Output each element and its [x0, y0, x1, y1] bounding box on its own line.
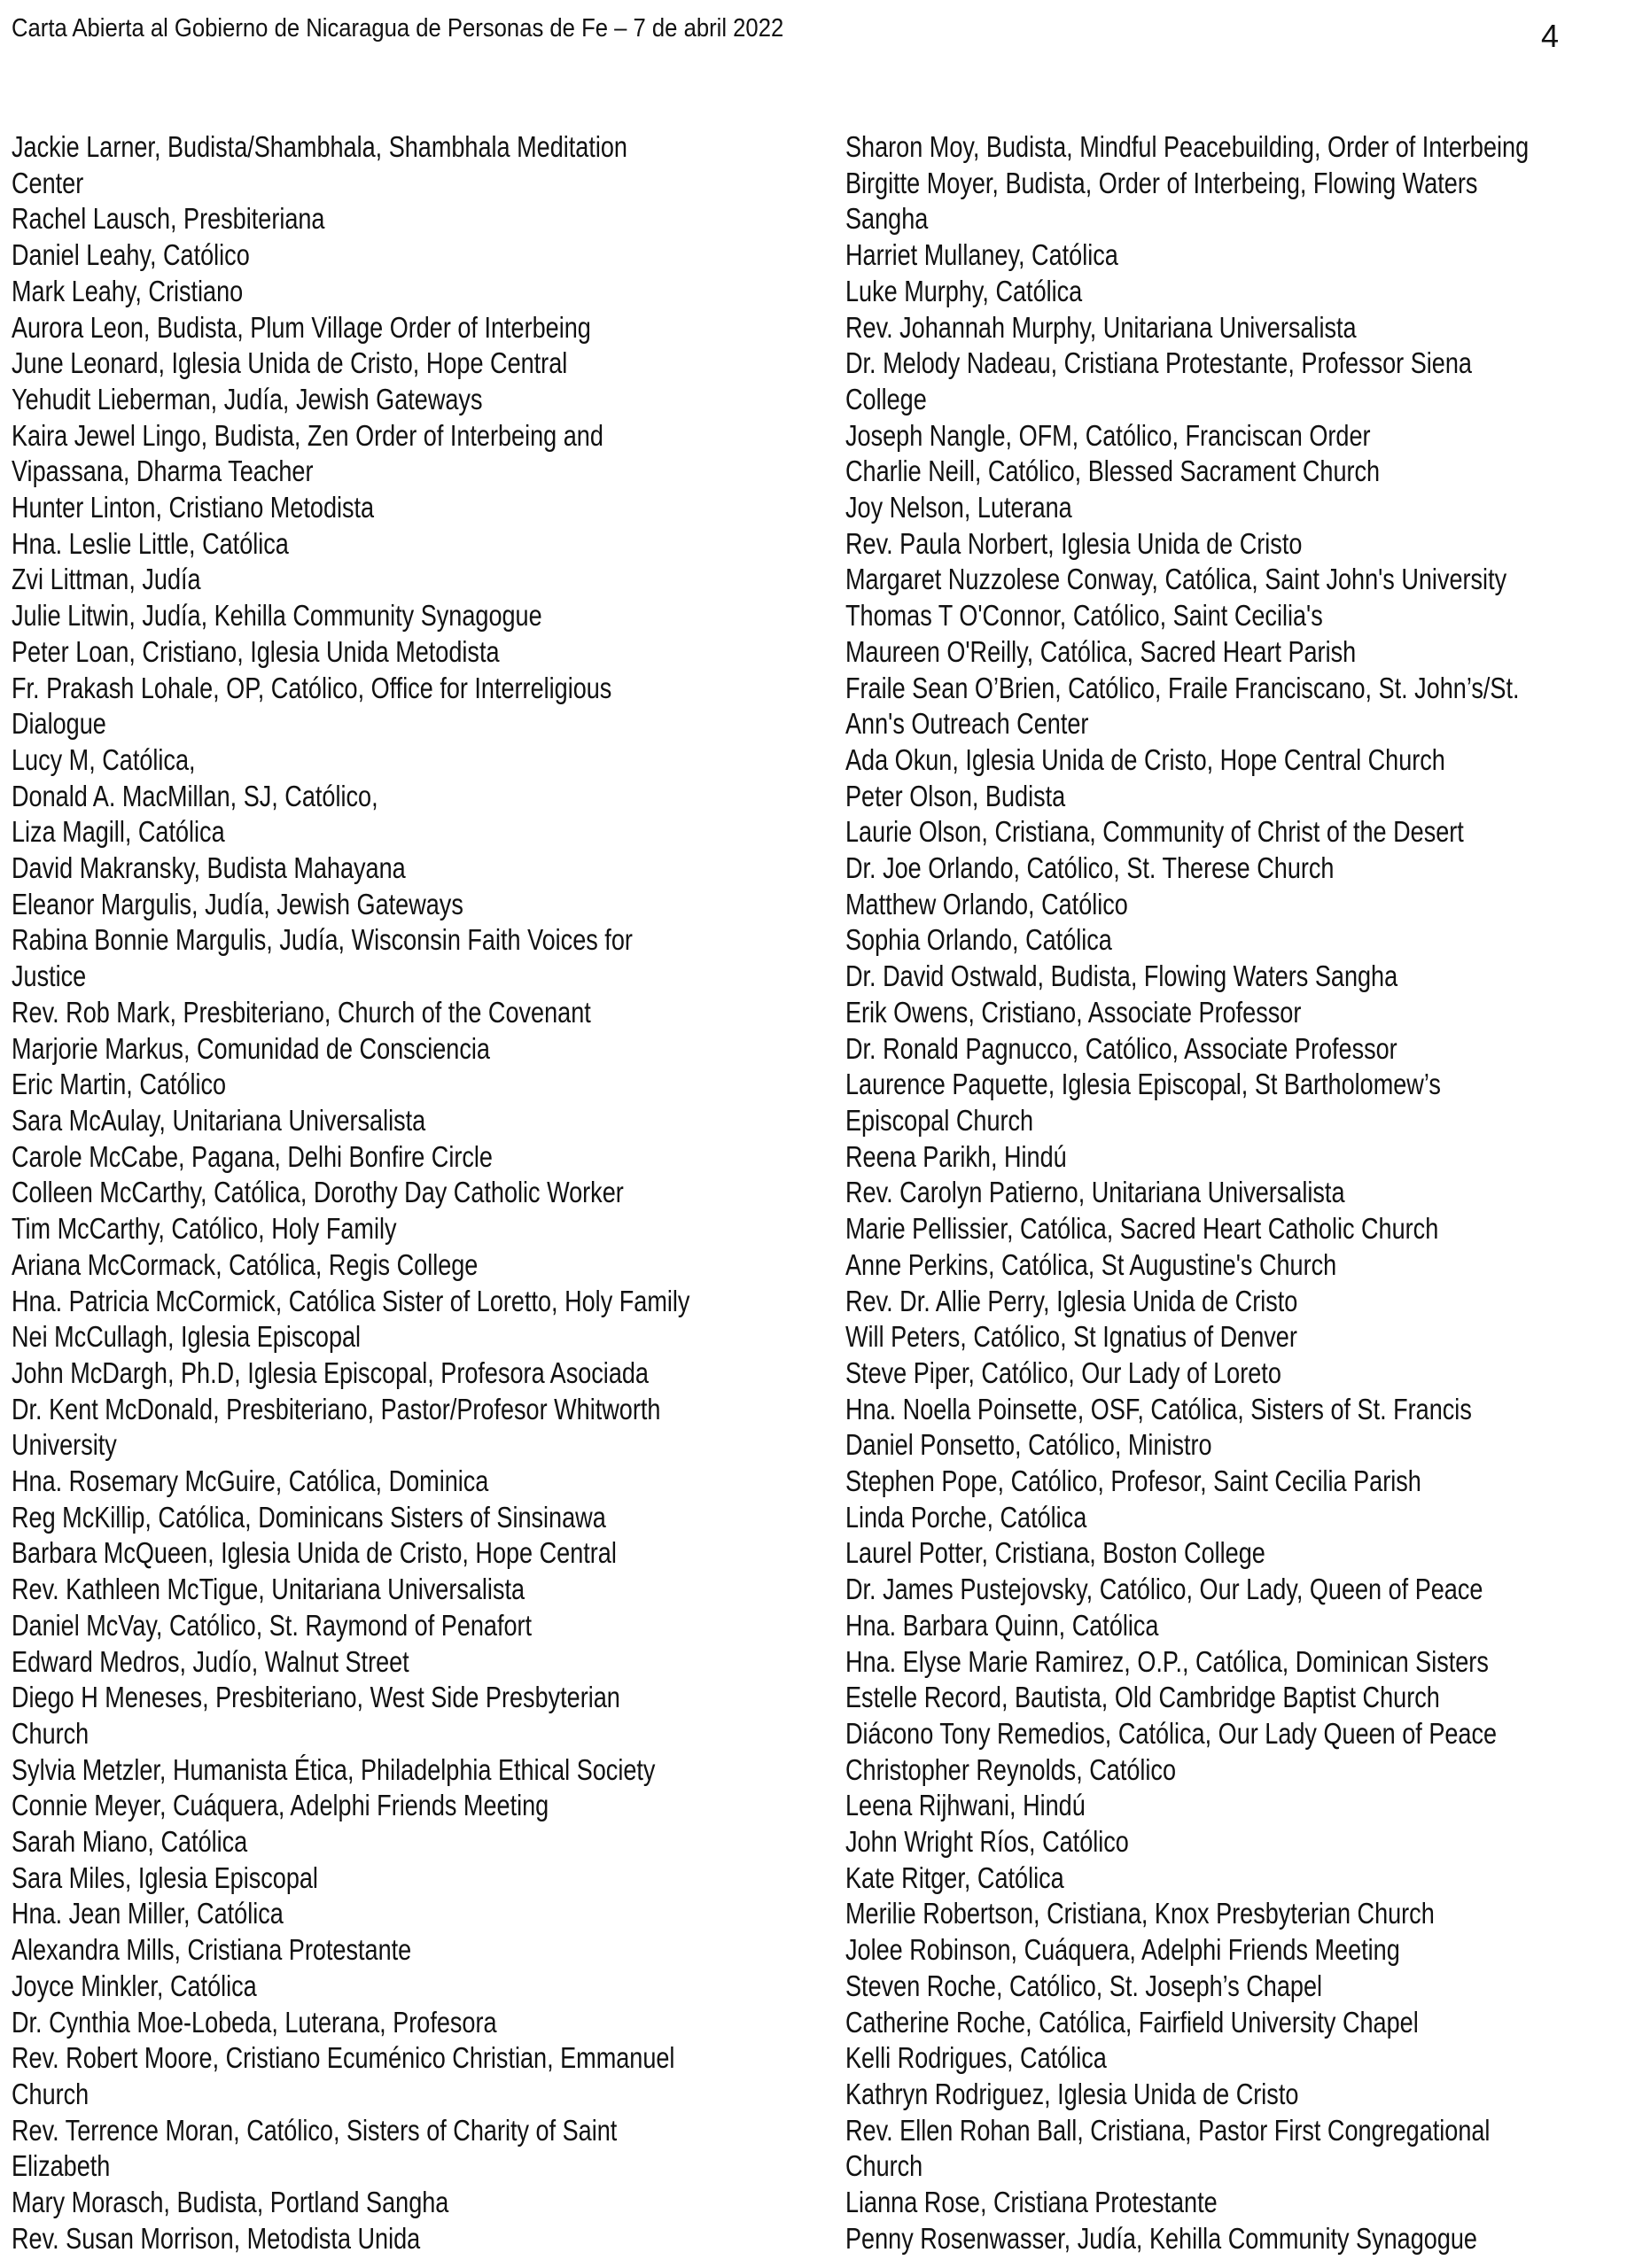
- signatory-line: Laurel Potter, Cristiana, Boston College: [845, 1536, 1265, 1570]
- signatory-line: Church: [12, 2077, 90, 2110]
- page-number: 4: [1540, 18, 1559, 54]
- signatory-line: Estelle Record, Bautista, Old Cambridge Baptist Church: [845, 1681, 1440, 1714]
- signatory-line: Dr. Ronald Pagnucco, Católico, Associate Professor: [845, 1031, 1397, 1065]
- signatory-line: Jackie Larner, Budista/Shambhala, Shambhala Meditation: [12, 130, 627, 163]
- document-title: Carta Abierta al Gobierno de Nicaragua de Personas de Fe – 7 de abril 2022: [12, 14, 784, 43]
- signatory-line: Mary Morasch, Budista, Portland Sangha: [12, 2186, 449, 2219]
- signatory-line: Rev. Terrence Moran, Católico, Sisters of Charity of Saint: [12, 2113, 618, 2147]
- signatory-line: University: [12, 1428, 117, 1462]
- signatory-line: Elizabeth: [12, 2149, 111, 2183]
- signatory-line: Hunter Linton, Cristiano Metodista: [12, 491, 375, 524]
- signatory-line: Lucy M, Católica,: [12, 742, 196, 776]
- signatory-line: Aurora Leon, Budista, Plum Village Order of Interbeing: [12, 310, 591, 344]
- signatory-line: Rev. Johannah Murphy, Unitariana Universalista: [845, 310, 1357, 344]
- signatory-line: Daniel McVay, Católico, St. Raymond of Penafort: [12, 1608, 533, 1642]
- signatory-line: Rev. Carolyn Patierno, Unitariana Universalista: [845, 1176, 1345, 1209]
- signatory-line: John Wright Ríos, Católico: [845, 1825, 1129, 1859]
- signatory-line: Anne Perkins, Católica, St Augustine's Church: [845, 1247, 1337, 1281]
- signatory-line: Dr. Kent McDonald, Presbiteriano, Pastor/Profesor Whitworth: [12, 1392, 661, 1425]
- signatory-line: Catherine Roche, Católica, Fairfield University Chapel: [845, 2005, 1419, 2039]
- signatory-line: Daniel Ponsetto, Católico, Ministro: [845, 1428, 1212, 1462]
- signatory-line: Vipassana, Dharma Teacher: [12, 454, 314, 488]
- signatory-line: Center: [12, 166, 84, 199]
- signatory-line: Daniel Leahy, Católico: [12, 238, 250, 272]
- signatory-line: Dialogue: [12, 707, 106, 741]
- signatory-line: Birgitte Moyer, Budista, Order of Interbeing, Flowing Waters: [845, 166, 1478, 199]
- signatory-line: Rev. Paula Norbert, Iglesia Unida de Cristo: [845, 526, 1303, 560]
- signatory-line: Sara Miles, Iglesia Episcopal: [12, 1860, 318, 1894]
- signatory-line: Sharon Moy, Budista, Mindful Peacebuilding, Order of Interbeing: [845, 130, 1530, 163]
- signatory-line: Colleen McCarthy, Católica, Dorothy Day Catholic Worker: [12, 1176, 624, 1209]
- signatory-line: Will Peters, Católico, St Ignatius of Denver: [845, 1320, 1297, 1354]
- signatory-line: Rev. Susan Morrison, Metodista Unida: [12, 2221, 421, 2255]
- signatory-line: Sarah Miano, Católica: [12, 1825, 248, 1859]
- signatory-line: College: [845, 382, 927, 416]
- signatory-line: Marjorie Markus, Comunidad de Consciencia: [12, 1031, 490, 1065]
- signatory-line: Church: [12, 1716, 90, 1750]
- signatory-line: Rev. Ellen Rohan Ball, Cristiana, Pastor First Congregational: [845, 2113, 1491, 2147]
- signatory-line: Kelli Rodrigues, Católica: [845, 2041, 1107, 2075]
- signatory-line: Julie Litwin, Judía, Kehilla Community Synagogue: [12, 599, 542, 633]
- signatory-line: Reg McKillip, Católica, Dominicans Sisters of Sinsinawa: [12, 1500, 606, 1534]
- signatory-line: Yehudit Lieberman, Judía, Jewish Gateways: [12, 382, 483, 416]
- signatory-line: Hna. Jean Miller, Católica: [12, 1897, 284, 1930]
- signatory-line: Dr. Cynthia Moe-Lobeda, Luterana, Profesora: [12, 2005, 497, 2039]
- signatory-line: Rev. Kathleen McTigue, Unitariana Universalista: [12, 1573, 525, 1606]
- signatory-line: Mark Leahy, Cristiano: [12, 274, 244, 307]
- signatory-line: Sophia Orlando, Católica: [845, 923, 1112, 957]
- signatory-line: Carole McCabe, Pagana, Delhi Bonfire Circle: [12, 1139, 493, 1173]
- signatory-line: Rev. Dr. Allie Perry, Iglesia Unida de Cristo: [845, 1284, 1298, 1317]
- signatory-line: Reena Parikh, Hindú: [845, 1139, 1067, 1173]
- signatory-line: Steven Roche, Católico, St. Joseph’s Chapel: [845, 1969, 1323, 2002]
- signatory-line: Episcopal Church: [845, 1103, 1034, 1137]
- signatory-line: Stephen Pope, Católico, Profesor, Saint Cecilia Parish: [845, 1464, 1421, 1498]
- signatory-line: Merilie Robertson, Cristiana, Knox Presbyterian Church: [845, 1897, 1435, 1930]
- signatory-line: Rabina Bonnie Margulis, Judía, Wisconsin Faith Voices for: [12, 923, 633, 957]
- signatory-line: Laurie Olson, Cristiana, Community of Christ of the Desert: [845, 815, 1464, 849]
- signatory-line: Fraile Sean O’Brien, Católico, Fraile Franciscano, St. John’s/St.: [845, 671, 1520, 704]
- signatory-line: Kathryn Rodriguez, Iglesia Unida de Cristo: [845, 2077, 1299, 2110]
- signatory-line: Dr. Melody Nadeau, Cristiana Protestante, Professor Siena: [845, 346, 1472, 380]
- signatory-line: Charlie Neill, Católico, Blessed Sacrament Church: [845, 454, 1381, 488]
- signatory-line: Linda Porche, Católica: [845, 1500, 1087, 1534]
- signatory-line: Ann's Outreach Center: [845, 707, 1089, 741]
- signatory-line: Sara McAulay, Unitariana Universalista: [12, 1103, 426, 1137]
- signatory-line: Lianna Rose, Cristiana Protestante: [845, 2186, 1218, 2219]
- signatory-line: Peter Olson, Budista: [845, 779, 1066, 812]
- signatory-line: Jolee Robinson, Cuáquera, Adelphi Friends Meeting: [845, 1933, 1400, 1967]
- signatory-line: Barbara McQueen, Iglesia Unida de Cristo, Hope Central: [12, 1536, 617, 1570]
- signatory-line: Hna. Noella Poinsette, OSF, Católica, Sisters of St. Francis: [845, 1392, 1472, 1425]
- signatory-line: Thomas T O'Connor, Católico, Saint Cecilia's: [845, 599, 1323, 633]
- signatory-line: Laurence Paquette, Iglesia Episcopal, St Bartholomew’s: [845, 1068, 1441, 1101]
- signatory-line: Sangha: [845, 202, 929, 236]
- signatory-line: Christopher Reynolds, Católico: [845, 1752, 1177, 1786]
- signatory-line: June Leonard, Iglesia Unida de Cristo, Hope Central: [12, 346, 568, 380]
- signatory-line: Rev. Robert Moore, Cristiano Ecuménico Christian, Emmanuel: [12, 2041, 675, 2075]
- signatory-line: Ariana McCormack, Católica, Regis College: [12, 1247, 479, 1281]
- signatory-line: Church: [845, 2149, 923, 2183]
- signatory-line: Joy Nelson, Luterana: [845, 491, 1072, 524]
- signatory-line: Zvi Littman, Judía: [12, 563, 201, 596]
- signatory-line: John McDargh, Ph.D, Iglesia Episcopal, Profesora Asociada: [12, 1355, 649, 1389]
- signatory-line: Rev. Rob Mark, Presbiteriano, Church of the Covenant: [12, 995, 591, 1029]
- signatory-line: Penny Rosenwasser, Judía, Kehilla Community Synagogue: [845, 2221, 1477, 2255]
- signatory-line: Steve Piper, Católico, Our Lady of Loreto: [845, 1355, 1281, 1389]
- signatory-line: Edward Medros, Judío, Walnut Street: [12, 1644, 409, 1678]
- signatory-line: Dr. David Ostwald, Budista, Flowing Waters Sangha: [845, 959, 1398, 993]
- signatory-line: Maureen O'Reilly, Católica, Sacred Heart Parish: [845, 634, 1357, 668]
- signatory-line: David Makransky, Budista Mahayana: [12, 851, 406, 885]
- signatory-line: Sylvia Metzler, Humanista Ética, Philadelphia Ethical Society: [12, 1752, 656, 1786]
- signatory-line: Hna. Barbara Quinn, Católica: [845, 1608, 1159, 1642]
- signatory-line: Connie Meyer, Cuáquera, Adelphi Friends Meeting: [12, 1789, 549, 1822]
- signatory-line: Ada Okun, Iglesia Unida de Cristo, Hope Central Church: [845, 742, 1445, 776]
- signatory-line: Diácono Tony Remedios, Católica, Our Lady Queen of Peace: [845, 1716, 1498, 1750]
- signatory-line: Tim McCarthy, Católico, Holy Family: [12, 1212, 397, 1246]
- signatory-line: Kate Ritger, Católica: [845, 1860, 1064, 1894]
- signatory-line: Erik Owens, Cristiano, Associate Professor: [845, 995, 1302, 1029]
- signatories-left-column: [12, 129, 791, 2256]
- signatory-line: Justice: [12, 959, 87, 993]
- signatory-line: Rachel Lausch, Presbiteriana: [12, 202, 325, 236]
- signatory-line: Peter Loan, Cristiano, Iglesia Unida Metodista: [12, 634, 500, 668]
- signatory-line: Luke Murphy, Católica: [845, 274, 1083, 307]
- signatory-line: Joyce Minkler, Católica: [12, 1969, 257, 2002]
- signatory-line: Matthew Orlando, Católico: [845, 887, 1128, 920]
- signatory-line: Donald A. MacMillan, SJ, Católico,: [12, 779, 378, 812]
- signatory-line: Leena Rijhwani, Hindú: [845, 1789, 1086, 1822]
- signatory-line: Eleanor Margulis, Judía, Jewish Gateways: [12, 887, 463, 920]
- signatory-line: Alexandra Mills, Cristiana Protestante: [12, 1933, 412, 1967]
- signatory-line: Hna. Leslie Little, Católica: [12, 526, 289, 560]
- signatory-line: Marie Pellissier, Católica, Sacred Heart Catholic Church: [845, 1212, 1439, 1246]
- signatory-line: Fr. Prakash Lohale, OP, Católico, Office for Interreligious: [12, 671, 612, 704]
- signatory-line: Dr. James Pustejovsky, Católico, Our Lady, Queen of Peace: [845, 1573, 1483, 1606]
- page-header: [12, 12, 1607, 57]
- signatory-line: Margaret Nuzzolese Conway, Católica, Saint John's University: [845, 563, 1507, 596]
- signatory-line: Diego H Meneses, Presbiteriano, West Side Presbyterian: [12, 1681, 620, 1714]
- signatory-line: Harriet Mullaney, Católica: [845, 238, 1118, 272]
- signatory-line: Joseph Nangle, OFM, Católico, Franciscan Order: [845, 418, 1371, 452]
- signatory-line: Nei McCullagh, Iglesia Episcopal: [12, 1320, 362, 1354]
- signatory-line: Eric Martin, Católico: [12, 1068, 227, 1101]
- signatory-line: Kaira Jewel Lingo, Budista, Zen Order of Interbeing and: [12, 418, 603, 452]
- signatories-right-column: [845, 129, 1625, 2256]
- signatory-line: Hna. Rosemary McGuire, Católica, Dominica: [12, 1464, 489, 1498]
- signatory-line: Liza Magill, Católica: [12, 815, 225, 849]
- signatory-line: Hna. Elyse Marie Ramirez, O.P., Católica, Dominican Sisters: [845, 1644, 1489, 1678]
- signatory-line: Hna. Patricia McCormick, Católica Sister of Loretto, Holy Family: [12, 1284, 690, 1317]
- signatory-line: Dr. Joe Orlando, Católico, St. Therese Church: [845, 851, 1335, 885]
